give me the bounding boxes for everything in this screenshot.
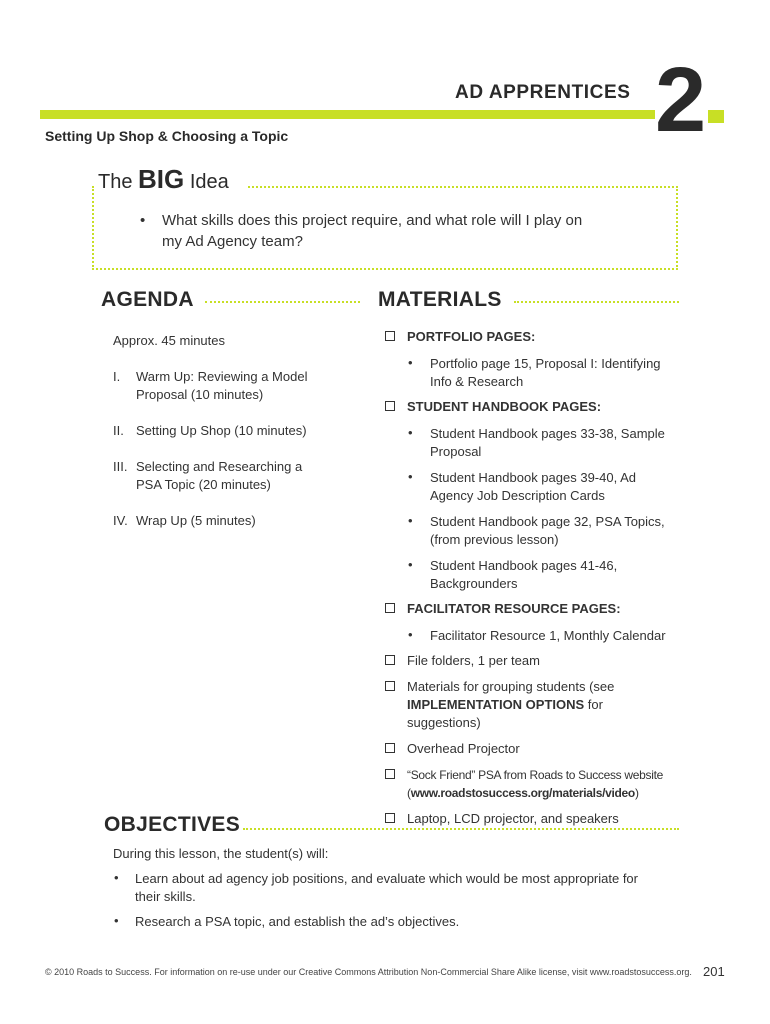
file-folders-item: File folders, 1 per team xyxy=(407,653,540,668)
big-idea-suffix: Idea xyxy=(189,171,229,193)
objectives-intro: During this lesson, the student(s) will: xyxy=(113,846,329,861)
agenda-item: III. Selecting and Researching a PSA Topic (20 minutes) xyxy=(113,459,303,492)
unit-number: 2 xyxy=(655,49,704,151)
bullet-dot: • xyxy=(408,355,413,370)
header-accent-bar-end xyxy=(708,110,724,123)
bullet-dot: • xyxy=(140,212,146,229)
overhead-item: Overhead Projector xyxy=(407,741,520,756)
page-number: 201 xyxy=(703,964,725,979)
portfolio-pages-heading: PORTFOLIO PAGES: xyxy=(407,329,536,344)
agenda-item: IV. Wrap Up (5 minutes) xyxy=(113,513,256,528)
grouping-item: Materials for grouping students (see IMPLEMENTATION OPTIONS for suggestions) xyxy=(407,679,615,730)
checkbox-icon xyxy=(385,331,395,341)
checkbox-icon xyxy=(385,769,395,779)
big-idea-prefix: The xyxy=(98,171,133,193)
big-idea-question: What skills does this project require, and what role will I play on my Ad Agency team? xyxy=(162,212,583,250)
bullet-dot: • xyxy=(114,913,119,928)
laptop-item: Laptop, LCD projector, and speakers xyxy=(407,811,619,826)
lesson-subtitle: Setting Up Shop & Choosing a Topic xyxy=(45,128,289,144)
objectives-dotted-rule xyxy=(243,828,679,830)
bullet-dot: • xyxy=(408,513,413,528)
portfolio-item: Portfolio page 15, Proposal I: Identifying Info & Research xyxy=(430,356,661,389)
handbook-pages-heading: STUDENT HANDBOOK PAGES: xyxy=(407,399,602,414)
bullet-dot: • xyxy=(408,469,413,484)
bullet-dot: • xyxy=(114,870,119,885)
facilitator-item: Facilitator Resource 1, Monthly Calendar xyxy=(430,628,666,643)
agenda-item: I. Warm Up: Reviewing a Model Proposal (10 minutes) xyxy=(113,369,308,402)
facilitator-pages-heading: FACILITATOR RESOURCE PAGES: xyxy=(407,601,621,616)
agenda-dotted-rule xyxy=(205,301,360,303)
bullet-dot: • xyxy=(408,627,413,642)
materials-dotted-rule xyxy=(514,301,679,303)
roads-to-success-link[interactable]: www.roadstosuccess.org/materials/video xyxy=(410,786,635,800)
handbook-item: Student Handbook pages 41-46, Backgrounders xyxy=(430,558,618,591)
objective-item: Research a PSA topic, and establish the ad’s objectives. xyxy=(135,914,460,929)
big-idea-big: BIG xyxy=(138,164,185,194)
copyright-footer: © 2010 Roads to Success. For information on re-use under our Creative Commons Attribution Non-Commercial Share Alike license, visit www.roadstosuccess.org. xyxy=(45,967,692,977)
bullet-dot: • xyxy=(408,425,413,440)
sock-friend-item: “Sock Friend” PSA from Roads to Success website (www.roadstosuccess.org/materials/video) xyxy=(407,768,664,800)
objectives-heading: OBJECTIVES xyxy=(104,813,241,836)
handbook-item: Student Handbook pages 39-40, Ad Agency Job Description Cards xyxy=(430,470,636,503)
checkbox-icon xyxy=(385,655,395,665)
checkbox-icon xyxy=(385,681,395,691)
agenda-item: II. Setting Up Shop (10 minutes) xyxy=(113,423,307,438)
objective-item: Learn about ad agency job positions, and evaluate which would be most appropriate for their skills. xyxy=(135,871,638,904)
materials-heading: MATERIALS xyxy=(378,288,502,311)
unit-title: AD APPRENTICES xyxy=(455,82,631,103)
handbook-item: Student Handbook page 32, PSA Topics, (from previous lesson) xyxy=(430,514,665,547)
agenda-duration: Approx. 45 minutes xyxy=(113,333,226,348)
bullet-dot: • xyxy=(408,557,413,572)
checkbox-icon xyxy=(385,743,395,753)
handbook-item: Student Handbook pages 33-38, Sample Proposal xyxy=(430,426,665,459)
agenda-heading: AGENDA xyxy=(101,288,194,311)
header-accent-bar xyxy=(40,110,655,119)
checkbox-icon xyxy=(385,401,395,411)
checkbox-icon xyxy=(385,813,395,823)
checkbox-icon xyxy=(385,603,395,613)
